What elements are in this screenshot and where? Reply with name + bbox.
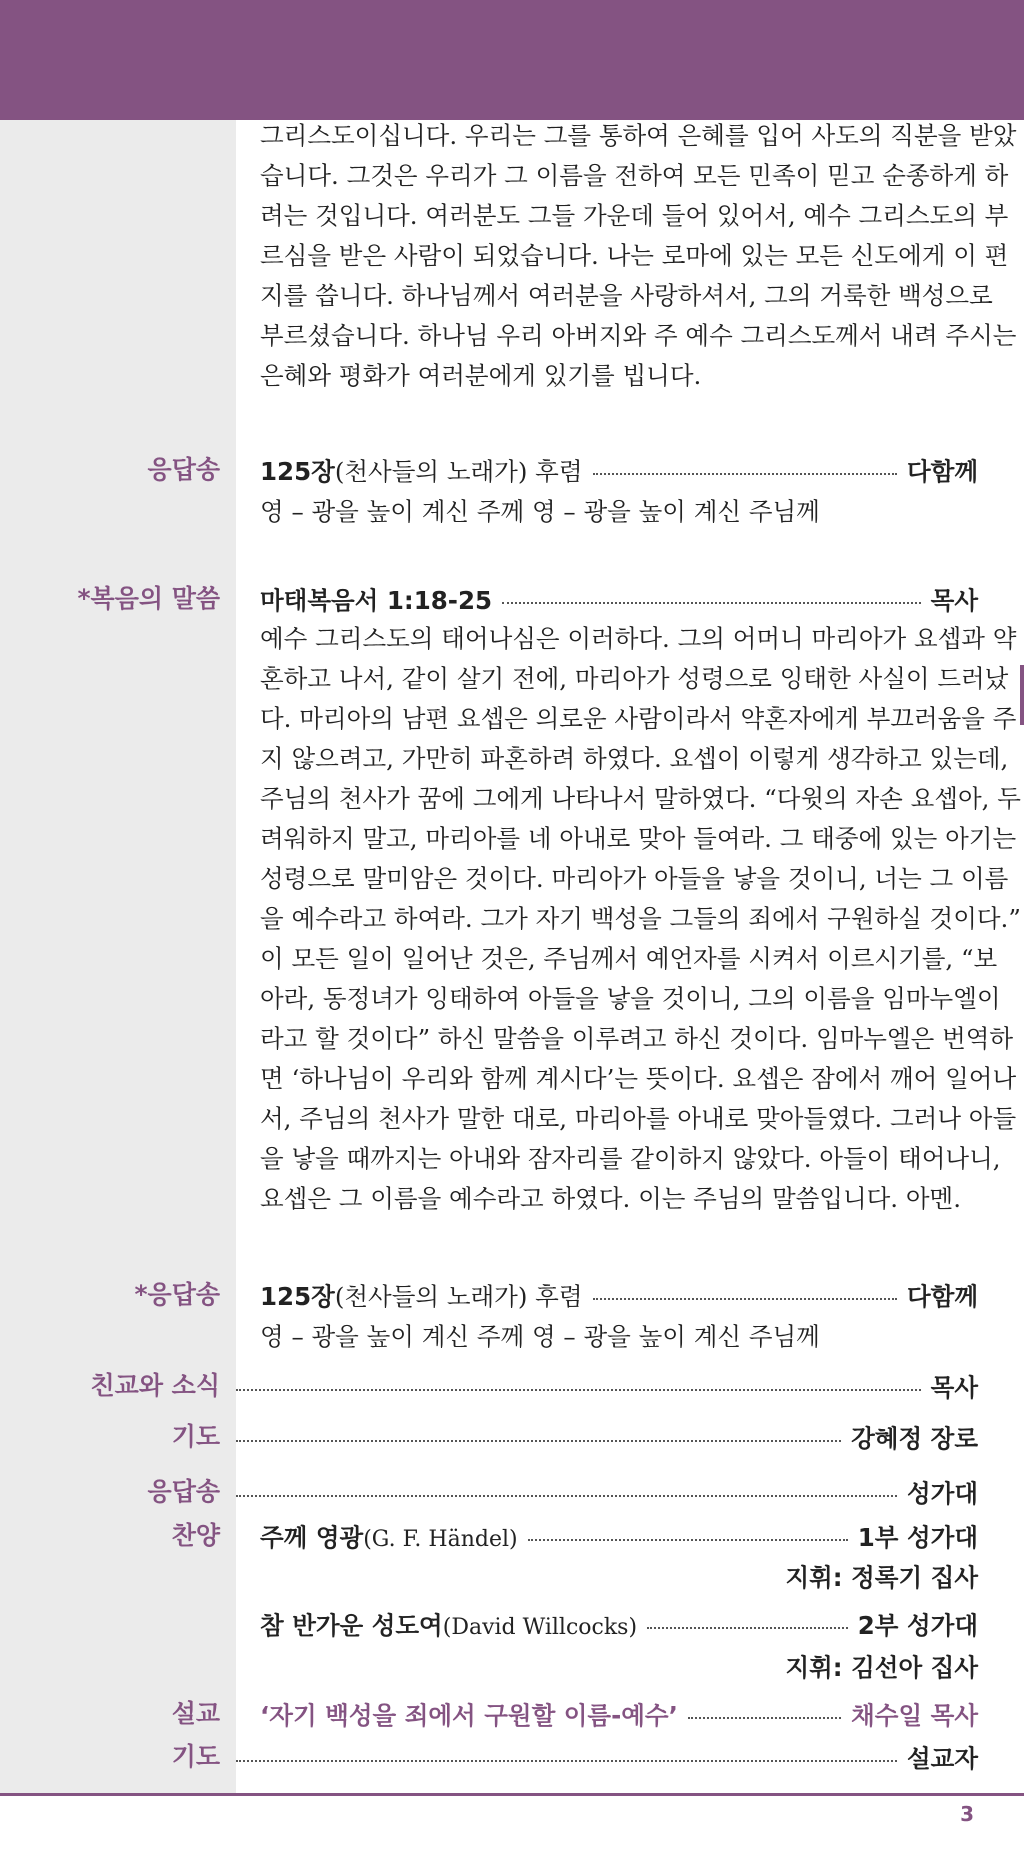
hymn-detail: (천사들의 노래가) 후렴 [334,1281,583,1311]
gospel-text [260,619,1021,1219]
leader-dots [236,1440,841,1442]
anthem-row [260,1604,978,1644]
sermon-preacher: 채수일 목사 [851,1700,978,1730]
gospel-reference: 마태복음서 1:18-25 [260,585,493,615]
prayer-leader: 강혜정 장로 [851,1423,978,1453]
fellowship-leader: 목사 [930,1372,978,1402]
gospel-line: 면 ‘하나님이 우리와 함께 계시다’는 뜻이다. 요셉은 잠에서 깨어 일어나 [260,1064,1017,1093]
gospel-line: 예수 그리스도의 태어나심은 이러하다. 그의 어머니 마리아가 요셉과 약 [260,624,1017,653]
anthem-composer: (G. F. Händel) [363,1526,518,1552]
gospel-line: 서, 주님의 천사가 말한 대로, 마리아를 아내로 맞아들였다. 그러나 아들 [260,1104,1017,1133]
leader-dots [236,1760,897,1762]
hymn-number: 125장 [260,456,335,486]
prayer-row [236,1417,978,1457]
hymn-number: 125장 [260,1281,335,1311]
gospel-reader: 목사 [930,585,978,615]
intro-line: 르심을 받은 사람이 되었습니다. 나는 로마에 있는 모든 신도에게 이 편 [260,241,1009,270]
hymn-entry [260,453,583,488]
fellowship-row [236,1366,978,1406]
leader-dots [236,1495,897,1497]
response-hymn-row [236,1472,978,1512]
intro-line: 부르셨습니다. 하나님 우리 아버지와 주 예수 그리스도께서 내려 주시는 [260,321,1017,350]
response-hymn-label: 응답송 [147,455,220,484]
gospel-line: 라고 할 것이다” 하신 말씀을 이루려고 하신 것이다. 임마누엘은 번역하 [260,1024,1014,1053]
anthem-conductor: 지휘: 정록기 집사 [785,1563,978,1592]
anthem-title: 참 반가운 성도여 [260,1610,443,1640]
gospel-line: 이 모든 일이 일어난 것은, 주님께서 예언자를 시켜서 이르시기를, “보 [260,944,998,973]
prayer-leader: 설교자 [906,1743,978,1773]
intro-line: 려는 것입니다. 여러분도 그들 가운데 들어 있어서, 예수 그리스도의 부 [260,201,1009,230]
performer: 다함께 [906,456,978,486]
hymn-detail: (천사들의 노래가) 후렴 [334,456,583,486]
prayer-row [236,1737,978,1777]
prayer-label: 기도 [171,1422,220,1451]
leader-dots [502,602,921,604]
prayer-label: 기도 [171,1742,220,1771]
gospel-line: 요셉은 그 이름을 예수라고 하였다. 이는 주님의 말씀입니다. 아멘. [260,1184,962,1213]
response-leader: 성가대 [906,1478,978,1508]
gospel-label: *복음의 말씀 [77,584,220,613]
leader-dots [593,473,897,475]
leader-dots [528,1539,848,1541]
gospel-line: 주님의 천사가 꿈에 그에게 나타나서 말하였다. “다윗의 자손 요셉아, 두 [260,784,1021,813]
response-hymn-row [260,1275,978,1315]
anthem-entry [260,1519,518,1554]
sermon-title: ‘자기 백성을 죄에서 구원할 이름-예수’ [260,1700,678,1730]
gospel-line: 을 낳을 때까지는 아내와 잠자리를 같이하지 않았다. 아들이 태어나니, [260,1144,1001,1173]
intro-line: 그리스도이십니다. 우리는 그를 통하여 은혜를 입어 사도의 직분을 받았 [260,121,1017,150]
performer: 다함께 [906,1281,978,1311]
fellowship-label: 친교와 소식 [90,1371,220,1400]
gospel-line: 혼하고 나서, 같이 살기 전에, 마리아가 성령으로 잉태한 사실이 드러났 [260,664,1009,693]
leader-dots [236,1389,921,1391]
page-number: 3 [960,1802,974,1826]
leader-dots [647,1627,848,1629]
anthem-conductor: 지휘: 김선아 집사 [785,1653,978,1682]
anthem-choir: 1부 성가대 [857,1522,978,1552]
leader-dots [593,1298,897,1300]
sermon-label: 설교 [171,1699,220,1728]
anthem-label: 찬양 [171,1521,220,1550]
footer-rule [0,1793,1024,1796]
response-hymn-row [260,450,978,490]
intro-line: 습니다. 그것은 우리가 그 이름을 전하여 모든 민족이 믿고 순종하게 하 [260,161,1009,190]
anthem-entry [260,1607,637,1642]
response-hymn-label: 응답송 [147,1477,220,1506]
hymn-lyrics: 영 – 광을 높이 계신 주께 영 – 광을 높이 계신 주님께 [260,497,820,526]
hymn-entry [260,1278,583,1313]
response-hymn-label: *응답송 [134,1280,220,1309]
anthem-title: 주께 영광 [260,1522,364,1552]
gospel-line: 지 않으려고, 가만히 파혼하려 하였다. 요셉이 이렇게 생각하고 있는데, [260,744,1009,773]
gospel-line: 다. 마리아의 남편 요셉은 의로운 사람이라서 약혼자에게 부끄러움을 주 [260,704,1017,733]
side-tab-marker [1020,665,1024,725]
intro-line: 은혜와 평화가 여러분에게 있기를 빕니다. [260,361,702,390]
gospel-line: 성령으로 말미암은 것이다. 마리아가 아들을 낳을 것이니, 너는 그 이름 [260,864,1009,893]
gospel-line: 아라, 동정녀가 잉태하여 아들을 낳을 것이니, 그의 이름을 임마누엘이 [260,984,1001,1013]
gospel-line: 을 예수라고 하여라. 그가 자기 백성을 그들의 죄에서 구원하실 것이다.” [260,904,1021,933]
intro-line: 지를 씁니다. 하나님께서 여러분을 사랑하셔서, 그의 거룩한 백성으로 [260,281,993,310]
intro-scripture [260,116,1017,396]
header-band [0,0,1024,120]
sermon-row [260,1694,978,1734]
anthem-composer: (David Willcocks) [442,1614,638,1640]
anthem-row [260,1516,978,1556]
hymn-lyrics: 영 – 광을 높이 계신 주께 영 – 광을 높이 계신 주님께 [260,1322,820,1351]
gospel-line: 려워하지 말고, 마리아를 네 아내로 맞아 들여라. 그 태중에 있는 아기는 [260,824,1017,853]
leader-dots [688,1717,841,1719]
anthem-choir: 2부 성가대 [857,1610,978,1640]
gospel-row [260,579,978,619]
